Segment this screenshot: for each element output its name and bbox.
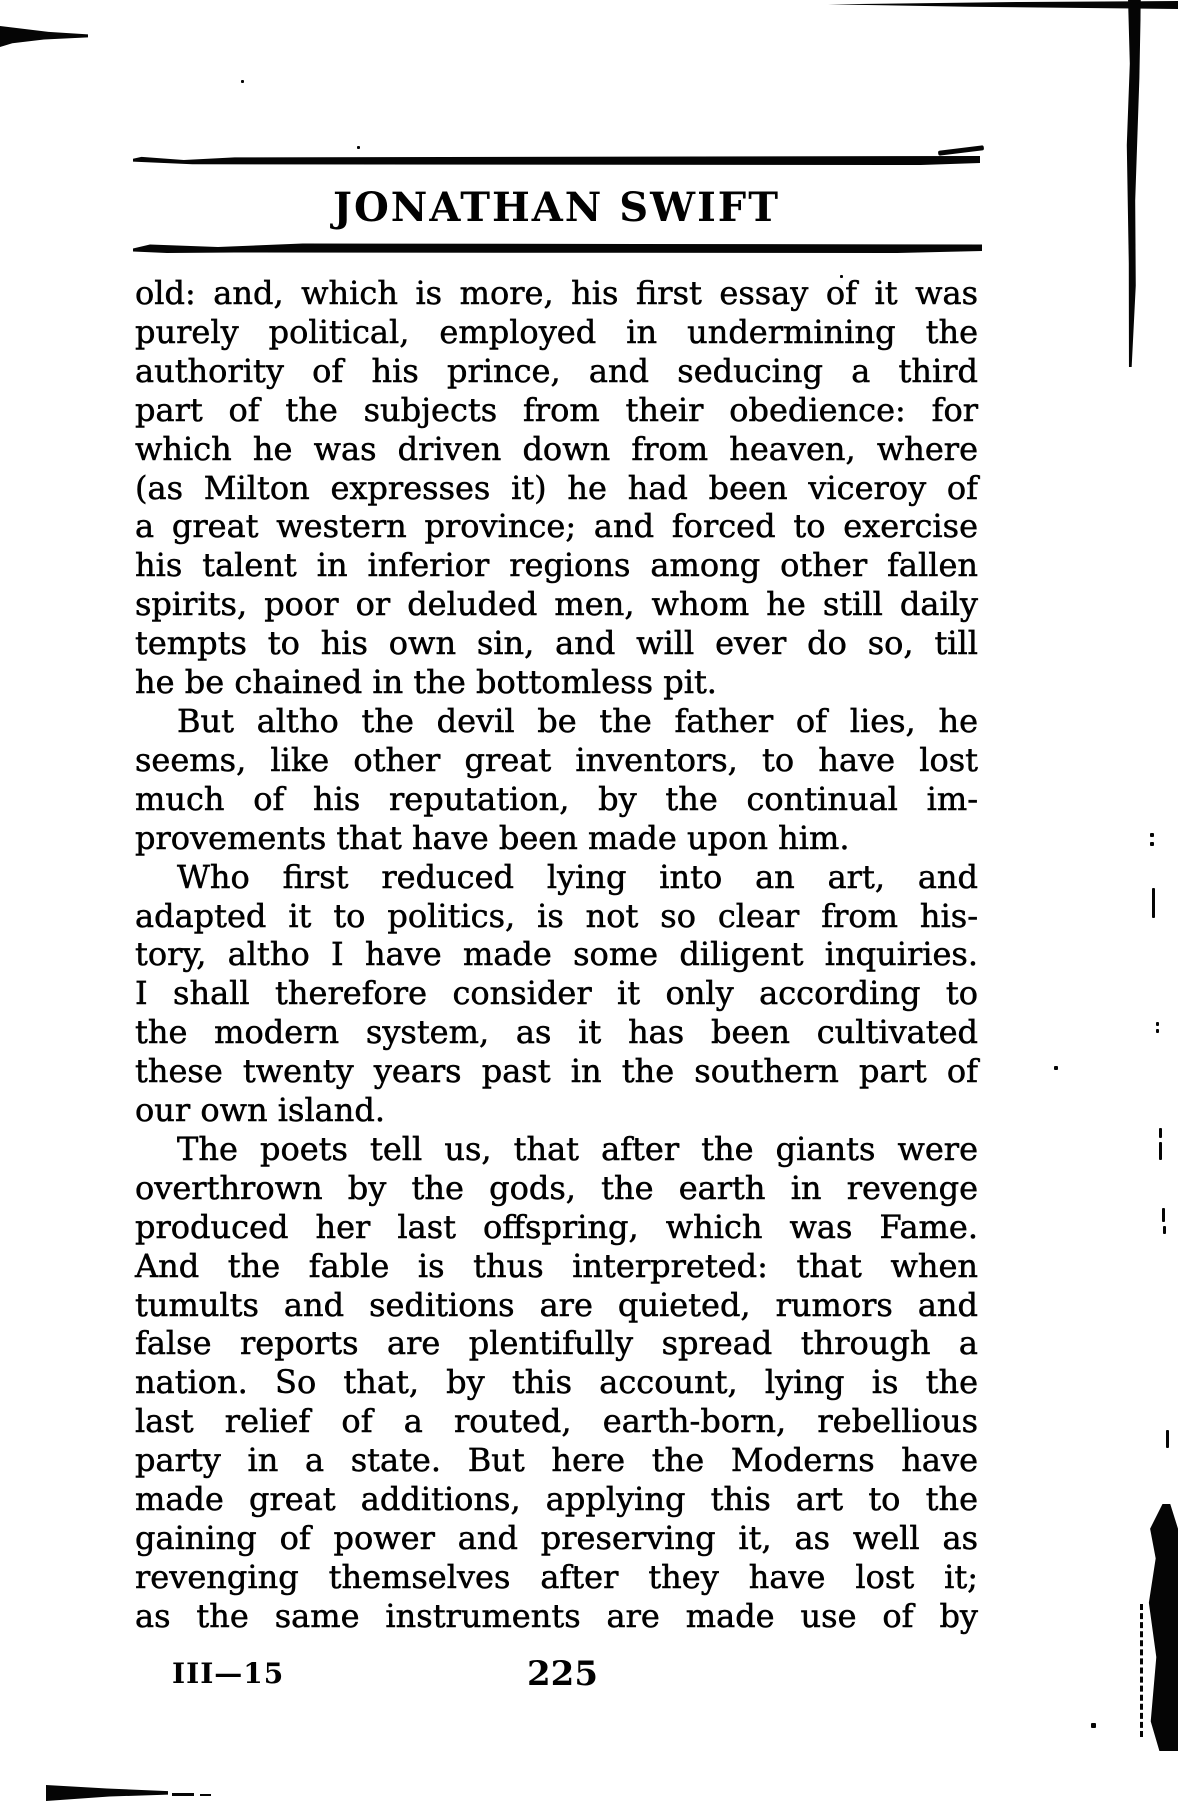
scan-speck (1163, 1226, 1166, 1234)
text-line-6: (as Milton expresses it) he had been viceroy of (135, 468, 978, 507)
header-rule-top-tail (938, 145, 984, 156)
text-line-33: gaining of power and preserving it, as well as (135, 1519, 978, 1557)
scan-speck (1091, 1723, 1096, 1728)
text-line-16: Who first reduced lying into an art, and (177, 857, 978, 896)
text-line-7: a great western province; and forced to exercise (135, 507, 978, 546)
text-line-32: made great additions, applying this art to the (135, 1480, 978, 1519)
text-line-15: provements that have been made upon him. (135, 818, 850, 857)
text-line-27: tumults and seditions are quieted, rumors and (135, 1285, 978, 1324)
text-line-22: our own island. (135, 1091, 386, 1130)
text-line-23: The poets tell us, that after the giants were (177, 1129, 978, 1168)
body-text-column (135, 274, 978, 1636)
scan-speck (1152, 888, 1155, 918)
scan-speck (1162, 1208, 1165, 1222)
scan-speck (1159, 1128, 1162, 1138)
scan-artifact-bottom-left-dash (172, 1793, 194, 1796)
text-line-5: which he was driven down from heaven, where (135, 429, 978, 468)
scan-artifact-bottom-left-dash (200, 1794, 211, 1796)
scan-speck (1150, 842, 1154, 846)
scan-artifact-top-left-wedge (0, 26, 88, 47)
text-line-19: I shall therefore consider it only according to (135, 974, 978, 1013)
header-rule-top (133, 156, 980, 165)
scan-speck (241, 80, 244, 83)
text-line-12: But altho the devil be the father of lies, he (177, 701, 978, 740)
text-line-9: spirits, poor or deluded men, whom he still daily (135, 585, 978, 624)
scan-artifact-bottom-right-dots (1140, 1604, 1143, 1737)
volume-signature: III—15 (172, 1657, 285, 1690)
running-head-title: JONATHAN SWIFT (333, 184, 780, 231)
scan-artifact-right-edge-band (1119, 0, 1141, 367)
text-line-17: adapted it to politics, is not so clear from his- (135, 896, 978, 935)
text-line-31: party in a state. But here the Moderns have (135, 1441, 978, 1480)
text-line-26: And the fable is thus interpreted: that when (135, 1246, 978, 1285)
scan-artifact-bottom-left-wedge (46, 1785, 168, 1801)
text-line-28: false reports are plentifully spread through a (135, 1324, 978, 1363)
scan-speck (1156, 1022, 1159, 1026)
text-line-8: his talent in inferior regions among other fallen (135, 546, 978, 585)
text-line-29: nation. So that, by this account, lying is the (135, 1363, 978, 1402)
text-line-11: he be chained in the bottomless pit. (135, 663, 717, 702)
text-line-35: as the same instruments are made use of by (135, 1596, 978, 1635)
text-line-2: purely political, employed in undermining the (135, 312, 978, 351)
text-line-25: produced her last offspring, which was Fame. (135, 1207, 978, 1246)
scan-speck (1159, 1142, 1162, 1160)
scan-artifact-top-right-line (828, 1, 1178, 9)
text-line-3: authority of his prince, and seducing a third (135, 351, 978, 390)
scan-speck (1166, 1430, 1169, 1448)
text-line-24: overthrown by the gods, the earth in revenge (135, 1168, 978, 1207)
scan-artifact-bottom-right-band (1147, 1504, 1178, 1751)
text-line-30: last relief of a routed, earth-born, rebellious (135, 1402, 978, 1441)
page-number: 225 (527, 1654, 598, 1694)
text-line-14: much of his reputation, by the continual im- (135, 779, 978, 818)
text-line-13: seems, like other great inventors, to have lost (135, 740, 978, 779)
text-line-18: tory, altho I have made some diligent inquiries. (135, 935, 978, 974)
text-line-21: these twenty years past in the southern part of (135, 1052, 978, 1091)
scan-speck (357, 146, 360, 149)
text-line-20: the modern system, as it has been cultivated (135, 1013, 978, 1052)
header-rule-bottom (133, 243, 982, 253)
text-line-10: tempts to his own sin, and will ever do so, till (135, 624, 978, 663)
scan-speck (1156, 1029, 1159, 1033)
scan-speck (1054, 1066, 1058, 1070)
text-line-1: old: and, which is more, his first essay of it was (135, 274, 978, 312)
text-line-34: revenging themselves after they have lost it; (135, 1557, 978, 1596)
scan-speck (1150, 833, 1154, 837)
text-line-4: part of the subjects from their obedience: for (135, 390, 978, 429)
